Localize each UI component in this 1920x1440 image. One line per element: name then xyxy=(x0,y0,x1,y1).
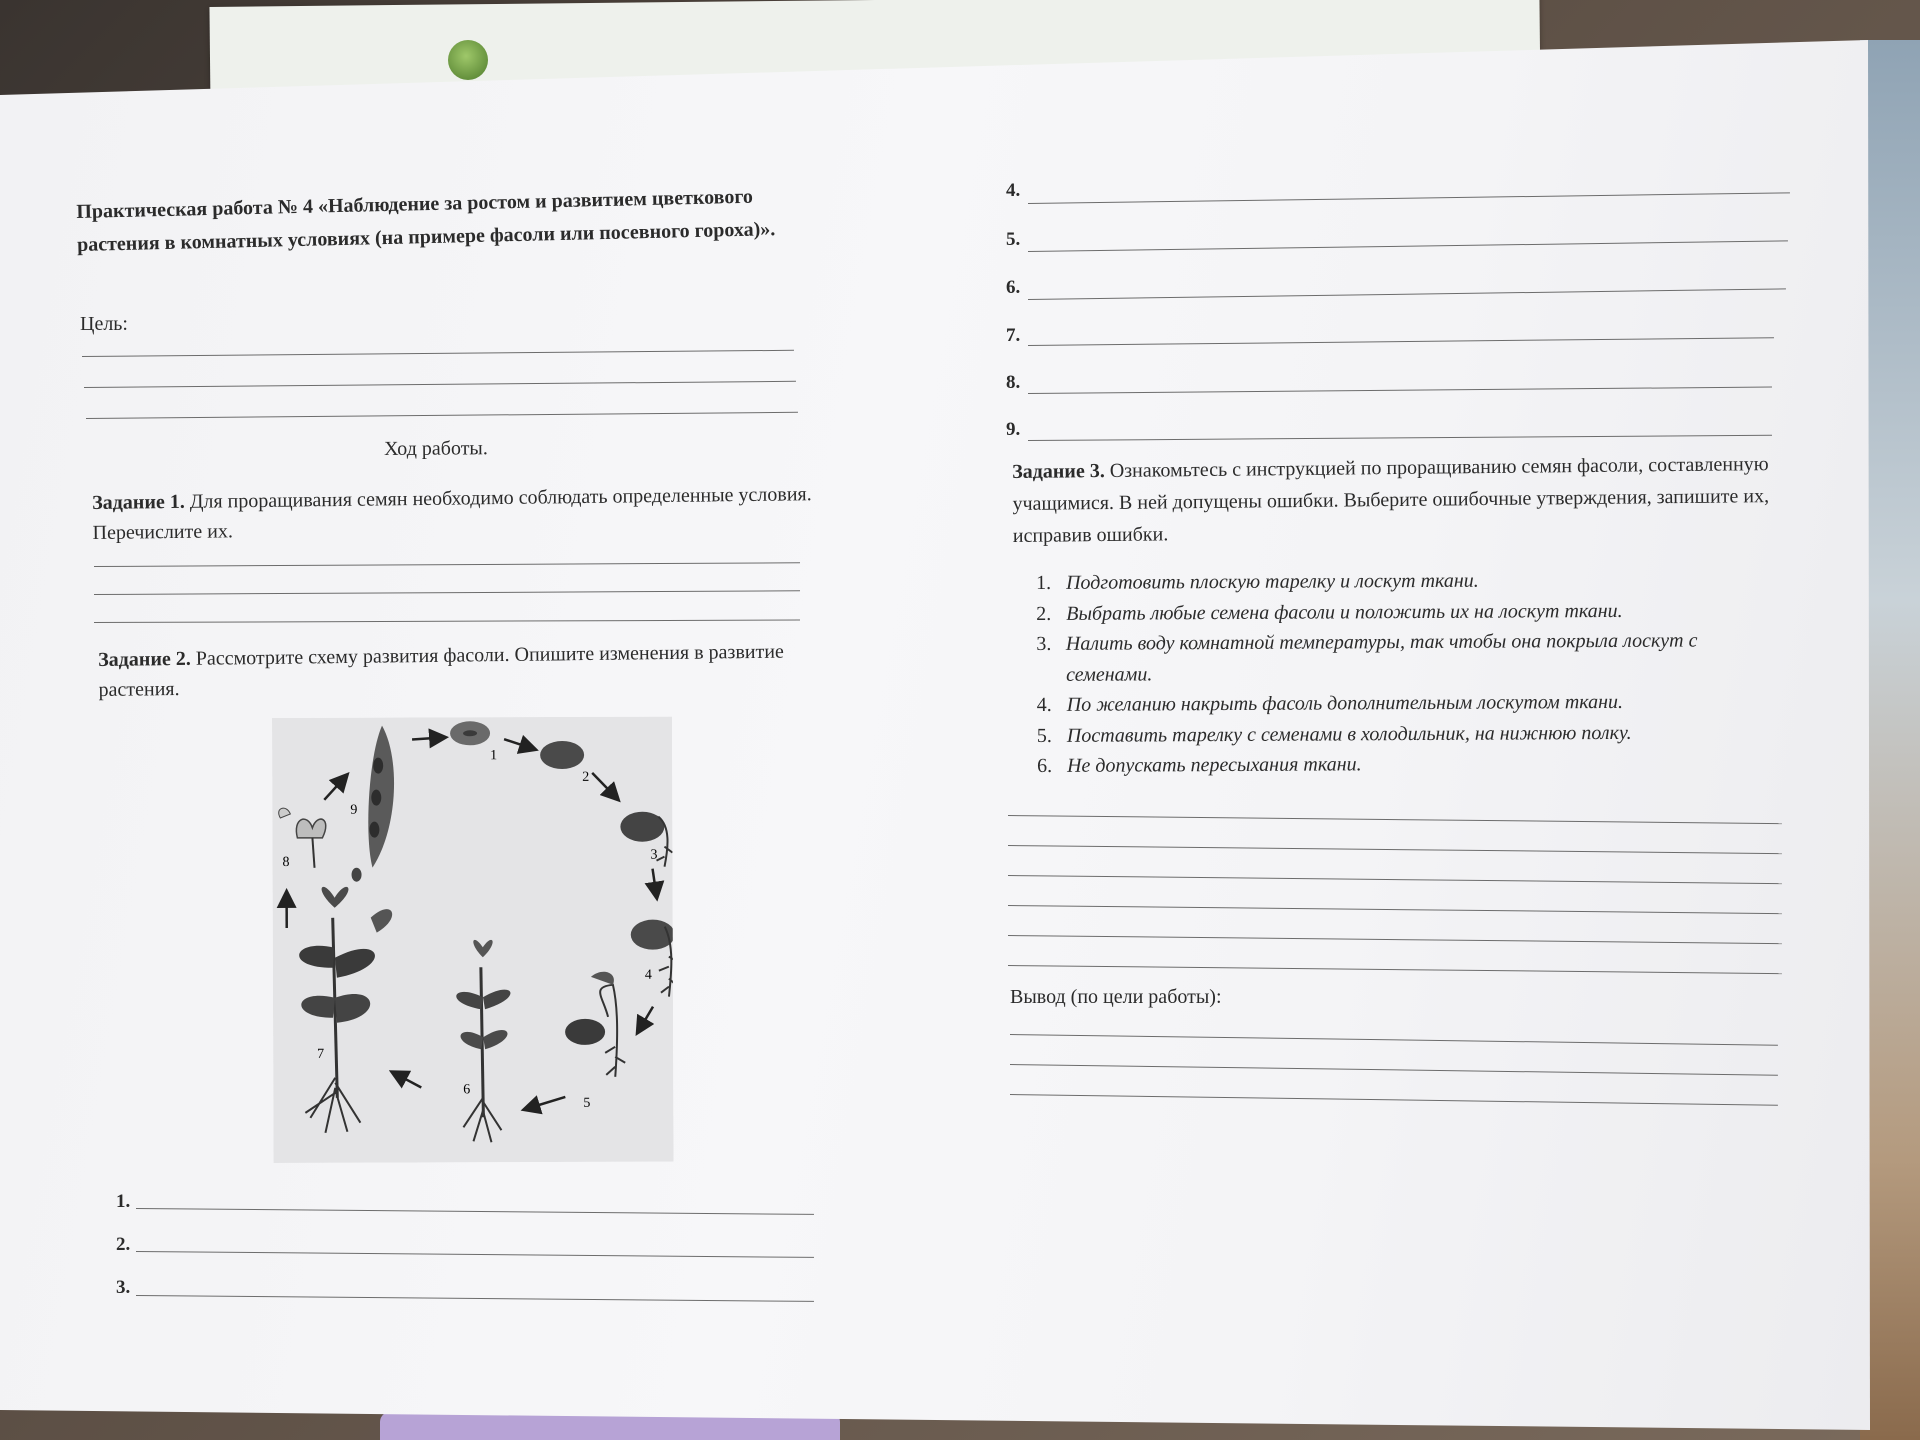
task2-text xyxy=(98,636,799,705)
answer-number-3: 3. xyxy=(116,1277,131,1298)
task2-label: Задание 2. xyxy=(98,647,191,671)
bean-development-diagram xyxy=(272,717,674,1163)
task1-label: Задание 1. xyxy=(92,490,185,514)
task2-body: Рассмотрите схему развития фасоли. Опишите изменения в развитие растения. xyxy=(98,640,784,701)
stage-label-6: 6 xyxy=(463,1082,471,1098)
task3-instruction-list xyxy=(1036,564,1777,781)
stage-label-5: 5 xyxy=(583,1095,591,1111)
answer-number-8: 8. xyxy=(1006,372,1021,393)
task3-body: Ознакомьтесь с инструкцией по проращиванию семян фасоли, составленную учащимися. В ней допущены ошибки. Выберите ошибочные утверждения, запишите их, исправив ошибки. xyxy=(1012,453,1770,547)
task3-text xyxy=(1012,448,1793,552)
answer-number-7: 7. xyxy=(1006,325,1021,346)
stage-label-7: 7 xyxy=(317,1046,325,1062)
instruction-item: 2. Выбрать любые семена фасоли и положить их на лоскут ткани. xyxy=(1036,599,1623,625)
instruction-item: 5. Поставить тарелку с семенами в холодильник, на нижнюю полку. xyxy=(1036,721,1632,747)
instruction-item: 6. Не допускать пересыхания ткани. xyxy=(1036,753,1362,777)
answer-number-2: 2. xyxy=(116,1234,131,1255)
instruction-item: 3. Налить воду комнатной температуры, так чтобы она покрыла лоскут с семенами. xyxy=(1036,629,1698,686)
stage-label-2: 2 xyxy=(582,769,590,785)
task1-body: Для проращивания семян необходимо соблюдать определенные условия. Перечислите их. xyxy=(92,483,812,544)
work-heading: Ход работы. xyxy=(384,437,488,460)
task3-label: Задание 3. xyxy=(1012,460,1105,483)
stage-label-8: 8 xyxy=(282,854,290,870)
stage-label-1: 1 xyxy=(490,748,498,764)
stage-label-9: 9 xyxy=(350,802,358,818)
goal-label: Цель: xyxy=(80,313,128,335)
answer-number-1: 1. xyxy=(116,1191,131,1212)
task1-text xyxy=(92,479,813,548)
instruction-item: 1. Подготовить плоскую тарелку и лоскут ткани. xyxy=(1036,569,1479,594)
answer-number-9: 9. xyxy=(1006,419,1021,440)
answer-number-5: 5. xyxy=(1006,229,1021,250)
worksheet-title: Практическая работа № 4 «Наблюдение за ростом и развитием цветкового растения в комнатных условиях (на примере фасоли или посевного гороха)». xyxy=(76,185,776,256)
answer-number-4: 4. xyxy=(1006,180,1021,201)
stage-label-4: 4 xyxy=(644,967,652,983)
conclusion-label: Вывод (по цели работы): xyxy=(1010,986,1222,1008)
instruction-item: 4. По желанию накрыть фасоль дополнительным лоскутом ткани. xyxy=(1036,690,1624,716)
stage-label-3: 3 xyxy=(650,847,658,863)
answer-number-6: 6. xyxy=(1006,277,1021,298)
stage-2-seed xyxy=(540,741,584,769)
background-green-dot xyxy=(448,40,488,80)
